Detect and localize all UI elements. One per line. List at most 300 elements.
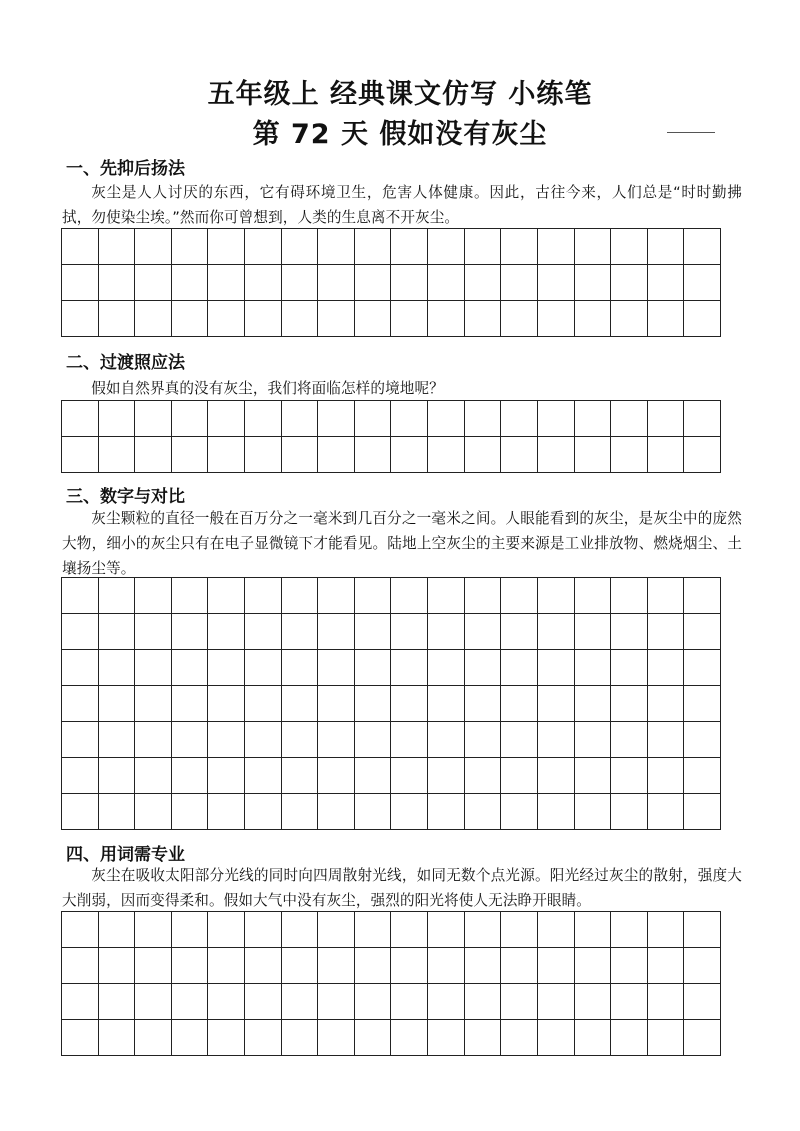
grid-cell[interactable]	[465, 948, 502, 984]
grid-cell[interactable]	[99, 301, 136, 337]
grid-cell[interactable]	[172, 301, 209, 337]
grid-cell[interactable]	[355, 1020, 392, 1056]
grid-cell[interactable]	[62, 794, 99, 830]
grid-cell[interactable]	[428, 650, 465, 686]
grid-cell[interactable]	[611, 229, 648, 265]
grid-cell[interactable]	[575, 437, 612, 473]
grid-cell[interactable]	[611, 578, 648, 614]
grid-cell[interactable]	[611, 301, 648, 337]
grid-cell[interactable]	[538, 301, 575, 337]
grid-cell[interactable]	[428, 722, 465, 758]
grid-cell[interactable]	[538, 614, 575, 650]
grid-cell[interactable]	[575, 401, 612, 437]
grid-cell[interactable]	[538, 758, 575, 794]
grid-cell[interactable]	[62, 650, 99, 686]
grid-cell[interactable]	[135, 758, 172, 794]
grid-cell[interactable]	[538, 401, 575, 437]
grid-cell[interactable]	[684, 437, 721, 473]
grid-cell[interactable]	[648, 265, 685, 301]
grid-cell[interactable]	[135, 229, 172, 265]
grid-cell[interactable]	[99, 1020, 136, 1056]
grid-cell[interactable]	[318, 948, 355, 984]
grid-cell[interactable]	[501, 301, 538, 337]
grid-cell[interactable]	[501, 948, 538, 984]
grid-cell[interactable]	[135, 722, 172, 758]
grid-cell[interactable]	[428, 437, 465, 473]
grid-cell[interactable]	[684, 794, 721, 830]
grid-cell[interactable]	[135, 401, 172, 437]
page-title: 五年级上 经典课文仿写 小练笔	[207, 79, 593, 110]
grid-cell[interactable]	[172, 650, 209, 686]
grid-cell[interactable]	[684, 229, 721, 265]
grid-cell[interactable]	[501, 686, 538, 722]
grid-cell[interactable]	[135, 948, 172, 984]
grid-cell[interactable]	[538, 437, 575, 473]
grid-cell[interactable]	[355, 401, 392, 437]
grid-cell[interactable]	[391, 758, 428, 794]
grid-cell[interactable]	[391, 401, 428, 437]
grid-cell[interactable]	[465, 984, 502, 1020]
grid-cell[interactable]	[208, 686, 245, 722]
grid-cell[interactable]	[208, 650, 245, 686]
grid-cell[interactable]	[648, 948, 685, 984]
grid-cell[interactable]	[538, 265, 575, 301]
grid-cell[interactable]	[99, 265, 136, 301]
grid-cell[interactable]	[355, 758, 392, 794]
grid-cell[interactable]	[391, 265, 428, 301]
grid-cell[interactable]	[62, 229, 99, 265]
grid-cell[interactable]	[245, 758, 282, 794]
grid-cell[interactable]	[501, 401, 538, 437]
grid-cell[interactable]	[245, 1020, 282, 1056]
grid-cell[interactable]	[245, 578, 282, 614]
grid-cell[interactable]	[648, 758, 685, 794]
grid-cell[interactable]	[208, 794, 245, 830]
grid-cell[interactable]	[648, 912, 685, 948]
grid-cell[interactable]	[684, 1020, 721, 1056]
grid-cell[interactable]	[611, 686, 648, 722]
grid-cell[interactable]	[355, 948, 392, 984]
grid-cell[interactable]	[172, 437, 209, 473]
grid-cell[interactable]	[465, 229, 502, 265]
grid-cell[interactable]	[245, 948, 282, 984]
section-2-heading: 二、过渡照应法	[66, 353, 185, 373]
section-3-text: 灰尘颗粒的直径一般在百万分之一毫米到几百分之一毫米之间。人眼能看到的灰尘，是灰尘中的庞然大物，细小的灰尘只有在电子显微镜下才能看见。陆地上空灰尘的主要来源是工业排放物、燃烧烟尘、土壤扬尘等。	[62, 510, 742, 577]
grid-cell[interactable]	[648, 578, 685, 614]
grid-cell[interactable]	[62, 614, 99, 650]
section-2-writing-grid[interactable]	[61, 400, 721, 473]
grid-cell[interactable]	[172, 948, 209, 984]
grid-cell[interactable]	[648, 437, 685, 473]
grid-cell[interactable]	[611, 1020, 648, 1056]
grid-cell[interactable]	[62, 948, 99, 984]
grid-cell[interactable]	[501, 984, 538, 1020]
grid-cell[interactable]	[428, 229, 465, 265]
grid-cell[interactable]	[355, 650, 392, 686]
grid-cell[interactable]	[684, 686, 721, 722]
grid-cell[interactable]	[245, 984, 282, 1020]
grid-cell[interactable]	[684, 912, 721, 948]
grid-cell[interactable]	[465, 686, 502, 722]
grid-cell[interactable]	[648, 229, 685, 265]
grid-cell[interactable]	[465, 1020, 502, 1056]
grid-cell[interactable]	[245, 650, 282, 686]
grid-cell[interactable]	[575, 794, 612, 830]
grid-cell[interactable]	[538, 1020, 575, 1056]
grid-cell[interactable]	[538, 948, 575, 984]
grid-cell[interactable]	[135, 650, 172, 686]
grid-cell[interactable]	[99, 401, 136, 437]
grid-cell[interactable]	[391, 650, 428, 686]
grid-cell[interactable]	[99, 437, 136, 473]
grid-cell[interactable]	[648, 794, 685, 830]
grid-cell[interactable]	[501, 229, 538, 265]
grid-cell[interactable]	[355, 301, 392, 337]
grid-cell[interactable]	[245, 686, 282, 722]
grid-cell[interactable]	[611, 912, 648, 948]
grid-cell[interactable]	[391, 578, 428, 614]
grid-cell[interactable]	[135, 984, 172, 1020]
grid-cell[interactable]	[135, 265, 172, 301]
grid-cell[interactable]	[684, 758, 721, 794]
grid-cell[interactable]	[318, 301, 355, 337]
grid-cell[interactable]	[391, 722, 428, 758]
grid-cell[interactable]	[282, 229, 319, 265]
grid-cell[interactable]	[318, 650, 355, 686]
grid-cell[interactable]	[208, 1020, 245, 1056]
grid-cell[interactable]	[465, 301, 502, 337]
grid-cell[interactable]	[208, 984, 245, 1020]
grid-cell[interactable]	[208, 614, 245, 650]
grid-cell[interactable]	[62, 437, 99, 473]
section-1-heading: 一、先抑后扬法	[66, 159, 185, 179]
grid-cell[interactable]	[318, 614, 355, 650]
grid-cell[interactable]	[391, 948, 428, 984]
grid-cell[interactable]	[282, 1020, 319, 1056]
grid-cell[interactable]	[648, 722, 685, 758]
grid-cell[interactable]	[282, 437, 319, 473]
grid-cell[interactable]	[208, 401, 245, 437]
grid-cell[interactable]	[282, 912, 319, 948]
grid-cell[interactable]	[282, 614, 319, 650]
grid-cell[interactable]	[172, 578, 209, 614]
grid-cell[interactable]	[172, 984, 209, 1020]
grid-cell[interactable]	[172, 265, 209, 301]
grid-cell[interactable]	[318, 265, 355, 301]
section-4-writing-grid[interactable]	[61, 911, 721, 1056]
grid-cell[interactable]	[355, 912, 392, 948]
grid-cell[interactable]	[575, 1020, 612, 1056]
grid-cell[interactable]	[245, 229, 282, 265]
grid-cell[interactable]	[208, 758, 245, 794]
grid-cell[interactable]	[648, 1020, 685, 1056]
grid-cell[interactable]	[465, 265, 502, 301]
grid-cell[interactable]	[428, 948, 465, 984]
grid-cell[interactable]	[575, 758, 612, 794]
grid-cell[interactable]	[391, 437, 428, 473]
grid-cell[interactable]	[648, 401, 685, 437]
grid-cell[interactable]	[282, 984, 319, 1020]
grid-cell[interactable]	[318, 686, 355, 722]
grid-cell[interactable]	[318, 578, 355, 614]
grid-cell[interactable]	[208, 229, 245, 265]
grid-cell[interactable]	[135, 301, 172, 337]
grid-cell[interactable]	[684, 614, 721, 650]
grid-cell[interactable]	[501, 912, 538, 948]
grid-cell[interactable]	[611, 437, 648, 473]
grid-cell[interactable]	[245, 794, 282, 830]
grid-cell[interactable]	[648, 650, 685, 686]
grid-cell[interactable]	[245, 722, 282, 758]
grid-cell[interactable]	[611, 650, 648, 686]
grid-cell[interactable]	[355, 265, 392, 301]
section-1-writing-grid[interactable]	[61, 228, 721, 337]
grid-cell[interactable]	[611, 794, 648, 830]
grid-cell[interactable]	[62, 301, 99, 337]
grid-cell[interactable]	[501, 794, 538, 830]
grid-cell[interactable]	[62, 984, 99, 1020]
grid-cell[interactable]	[684, 650, 721, 686]
grid-cell[interactable]	[172, 229, 209, 265]
grid-cell[interactable]	[391, 1020, 428, 1056]
grid-cell[interactable]	[282, 578, 319, 614]
grid-cell[interactable]	[465, 650, 502, 686]
grid-cell[interactable]	[172, 722, 209, 758]
grid-cell[interactable]	[62, 401, 99, 437]
grid-cell[interactable]	[575, 578, 612, 614]
grid-cell[interactable]	[355, 229, 392, 265]
grid-cell[interactable]	[245, 301, 282, 337]
grid-cell[interactable]	[501, 265, 538, 301]
grid-cell[interactable]	[501, 578, 538, 614]
grid-cell[interactable]	[575, 265, 612, 301]
grid-cell[interactable]	[575, 650, 612, 686]
grid-cell[interactable]	[428, 686, 465, 722]
grid-cell[interactable]	[575, 722, 612, 758]
grid-cell[interactable]	[135, 794, 172, 830]
grid-cell[interactable]	[318, 401, 355, 437]
grid-cell[interactable]	[501, 758, 538, 794]
grid-cell[interactable]	[355, 578, 392, 614]
section-1-text: 灰尘是人人讨厌的东西，它有碍环境卫生，危害人体健康。因此，古往今来，人们总是“时时勤拂拭，勿使染尘埃。”然而你可曾想到，人类的生息离不开灰尘。	[62, 184, 742, 226]
grid-cell[interactable]	[501, 437, 538, 473]
grid-cell[interactable]	[355, 722, 392, 758]
grid-cell[interactable]	[538, 578, 575, 614]
grid-cell[interactable]	[99, 948, 136, 984]
grid-cell[interactable]	[282, 301, 319, 337]
grid-cell[interactable]	[611, 614, 648, 650]
grid-cell[interactable]	[538, 794, 575, 830]
grid-cell[interactable]	[391, 912, 428, 948]
grid-cell[interactable]	[465, 578, 502, 614]
grid-cell[interactable]	[501, 614, 538, 650]
grid-cell[interactable]	[684, 984, 721, 1020]
grid-cell[interactable]	[282, 948, 319, 984]
grid-cell[interactable]	[428, 794, 465, 830]
grid-cell[interactable]	[611, 722, 648, 758]
grid-cell[interactable]	[428, 401, 465, 437]
grid-cell[interactable]	[428, 758, 465, 794]
grid-cell[interactable]	[135, 578, 172, 614]
grid-cell[interactable]	[391, 229, 428, 265]
grid-cell[interactable]	[575, 614, 612, 650]
grid-cell[interactable]	[501, 650, 538, 686]
grid-cell[interactable]	[99, 758, 136, 794]
grid-cell[interactable]	[172, 614, 209, 650]
grid-cell[interactable]	[575, 948, 612, 984]
grid-cell[interactable]	[318, 437, 355, 473]
grid-cell[interactable]	[611, 265, 648, 301]
grid-cell[interactable]	[538, 686, 575, 722]
grid-cell[interactable]	[282, 401, 319, 437]
grid-cell[interactable]	[208, 437, 245, 473]
grid-cell[interactable]	[282, 758, 319, 794]
section-2-text: 假如自然界真的没有灰尘，我们将面临怎样的境地呢？	[91, 380, 444, 397]
grid-cell[interactable]	[318, 229, 355, 265]
grid-cell[interactable]	[465, 437, 502, 473]
grid-cell[interactable]	[135, 912, 172, 948]
grid-cell[interactable]	[611, 401, 648, 437]
grid-cell[interactable]	[135, 614, 172, 650]
grid-cell[interactable]	[318, 1020, 355, 1056]
grid-cell[interactable]	[465, 758, 502, 794]
grid-cell[interactable]	[611, 948, 648, 984]
grid-cell[interactable]	[172, 686, 209, 722]
grid-cell[interactable]	[501, 1020, 538, 1056]
grid-cell[interactable]	[99, 650, 136, 686]
grid-cell[interactable]	[172, 401, 209, 437]
grid-cell[interactable]	[428, 301, 465, 337]
grid-cell[interactable]	[282, 265, 319, 301]
grid-cell[interactable]	[611, 758, 648, 794]
page-subtitle: 第 72 天 假如没有灰尘	[252, 119, 548, 150]
grid-cell[interactable]	[575, 912, 612, 948]
grid-cell[interactable]	[135, 437, 172, 473]
grid-cell[interactable]	[99, 794, 136, 830]
grid-cell[interactable]	[684, 401, 721, 437]
grid-cell[interactable]	[208, 578, 245, 614]
grid-cell[interactable]	[611, 984, 648, 1020]
grid-cell[interactable]	[318, 984, 355, 1020]
grid-cell[interactable]	[62, 686, 99, 722]
grid-cell[interactable]	[355, 686, 392, 722]
grid-cell[interactable]	[575, 984, 612, 1020]
grid-cell[interactable]	[538, 229, 575, 265]
grid-cell[interactable]	[208, 948, 245, 984]
grid-cell[interactable]	[318, 912, 355, 948]
grid-cell[interactable]	[135, 686, 172, 722]
grid-cell[interactable]	[99, 912, 136, 948]
grid-cell[interactable]	[62, 758, 99, 794]
grid-cell[interactable]	[684, 265, 721, 301]
grid-cell[interactable]	[538, 984, 575, 1020]
grid-cell[interactable]	[172, 1020, 209, 1056]
grid-cell[interactable]	[465, 794, 502, 830]
grid-cell[interactable]	[391, 984, 428, 1020]
grid-cell[interactable]	[62, 1020, 99, 1056]
grid-cell[interactable]	[135, 1020, 172, 1056]
grid-cell[interactable]	[245, 401, 282, 437]
grid-cell[interactable]	[282, 722, 319, 758]
grid-cell[interactable]	[648, 614, 685, 650]
grid-cell[interactable]	[428, 1020, 465, 1056]
grid-cell[interactable]	[538, 722, 575, 758]
grid-cell[interactable]	[465, 614, 502, 650]
grid-cell[interactable]	[99, 614, 136, 650]
grid-cell[interactable]	[208, 722, 245, 758]
grid-cell[interactable]	[501, 722, 538, 758]
grid-cell[interactable]	[355, 614, 392, 650]
grid-cell[interactable]	[684, 722, 721, 758]
grid-cell[interactable]	[99, 229, 136, 265]
grid-cell[interactable]	[465, 722, 502, 758]
grid-cell[interactable]	[282, 650, 319, 686]
grid-cell[interactable]	[318, 758, 355, 794]
grid-cell[interactable]	[99, 578, 136, 614]
grid-cell[interactable]	[245, 614, 282, 650]
grid-cell[interactable]	[575, 686, 612, 722]
grid-cell[interactable]	[245, 265, 282, 301]
grid-cell[interactable]	[648, 686, 685, 722]
grid-cell[interactable]	[465, 401, 502, 437]
grid-cell[interactable]	[648, 984, 685, 1020]
grid-cell[interactable]	[62, 265, 99, 301]
grid-cell[interactable]	[172, 912, 209, 948]
grid-cell[interactable]	[684, 301, 721, 337]
grid-cell[interactable]	[245, 437, 282, 473]
grid-cell[interactable]	[282, 686, 319, 722]
grid-cell[interactable]	[575, 301, 612, 337]
grid-cell[interactable]	[62, 578, 99, 614]
grid-cell[interactable]	[245, 912, 282, 948]
grid-cell[interactable]	[648, 301, 685, 337]
section-3-writing-grid[interactable]	[61, 577, 721, 830]
grid-cell[interactable]	[428, 578, 465, 614]
grid-cell[interactable]	[684, 948, 721, 984]
grid-cell[interactable]	[172, 758, 209, 794]
grid-cell[interactable]	[208, 265, 245, 301]
grid-cell[interactable]	[355, 984, 392, 1020]
grid-cell[interactable]	[355, 437, 392, 473]
grid-cell[interactable]	[282, 794, 319, 830]
grid-cell[interactable]	[391, 614, 428, 650]
section-4-heading: 四、用词需专业	[66, 845, 185, 865]
grid-cell[interactable]	[428, 265, 465, 301]
grid-cell[interactable]	[391, 301, 428, 337]
grid-cell[interactable]	[318, 794, 355, 830]
grid-cell[interactable]	[62, 912, 99, 948]
grid-cell[interactable]	[538, 650, 575, 686]
grid-cell[interactable]	[465, 912, 502, 948]
grid-cell[interactable]	[99, 722, 136, 758]
grid-cell[interactable]	[355, 794, 392, 830]
grid-cell[interactable]	[391, 794, 428, 830]
grid-cell[interactable]	[391, 686, 428, 722]
grid-cell[interactable]	[318, 722, 355, 758]
grid-cell[interactable]	[99, 686, 136, 722]
grid-cell[interactable]	[428, 984, 465, 1020]
grid-cell[interactable]	[208, 301, 245, 337]
grid-cell[interactable]	[208, 912, 245, 948]
grid-cell[interactable]	[538, 912, 575, 948]
grid-cell[interactable]	[428, 912, 465, 948]
grid-cell[interactable]	[428, 614, 465, 650]
grid-cell[interactable]	[99, 984, 136, 1020]
grid-cell[interactable]	[172, 794, 209, 830]
grid-cell[interactable]	[684, 578, 721, 614]
grid-cell[interactable]	[575, 229, 612, 265]
grid-cell[interactable]	[62, 722, 99, 758]
